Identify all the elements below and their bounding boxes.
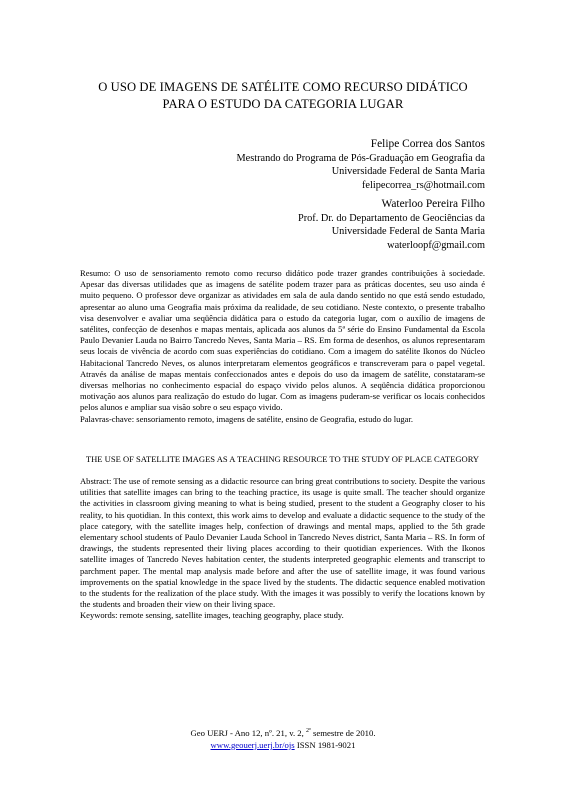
footer-journal: Geo UERJ - Ano 12, nº. 21, v. 2, <box>190 728 304 738</box>
footer-semester-number: 2º <box>306 728 311 735</box>
author-block-2 <box>298 197 485 252</box>
abstract-section <box>80 476 485 622</box>
author-block-1 <box>237 137 485 192</box>
author-email: felipecorrea_rs@hotmail.com <box>362 179 485 191</box>
author-name: Waterloo Pereira Filho <box>381 198 485 210</box>
english-title: THE USE OF SATELLITE IMAGES AS A TEACHING RESOURCE TO THE STUDY OF PLACE CATEGORY <box>85 454 480 464</box>
palavras-chave: Palavras-chave: sensoriamento remoto, imagens de satélite, ensino de Geografia, estudo do lugar. <box>80 413 413 424</box>
footer-link-line <box>120 740 446 752</box>
footer-issn: ISSN 1981-9021 <box>294 739 356 750</box>
abstract-keywords: Keywords: remote sensing, satellite images, teaching geography, place study. <box>80 610 344 621</box>
author-name: Felipe Correa dos Santos <box>370 138 485 150</box>
title-line-1: O USO DE IMAGENS DE SATÉLITE COMO RECURSO DIDÁTICO <box>98 80 468 94</box>
author-affiliation: Universidade Federal de Santa Maria <box>331 166 485 178</box>
paper-title <box>60 79 506 113</box>
author-affiliation: Universidade Federal de Santa Maria <box>331 226 485 238</box>
abstract-text: Abstract: The use of remote sensing as a didactic resource can bring great contributions to society. Despite the various utilities that satellite images can bring to the teaching practice, its usage is quite small. The teacher should organize the activities in classroom giving meaning to what is being studied, present to the student a Geography closer to his reality, to his quotidian. In this context, this work aims to develop and evaluate a didactic sequence to the study of the place category, with the satellite images help, confection of drawings and mental maps, applied to the 5th grade elementary school students of Paulo Devanier Lauda School in Tancredo Neves district, Santa Maria – RS. In form of drawings, the students represented their living places according to their quotidian experiences. With the Ikonos satellite images of Tancredo Neves habitation center, the students interpreted geographic elements and transcript to parchment paper. The mental map analysis made before and after the use of satellite image, it was found various improvements on the spatial knowledge in the space lived by the students. The didactic sequence enabled motivation to the students for the realization of the place study. With the images it was possibly to verify the locations known by the students and broaden their view on their living space. <box>80 476 485 610</box>
journal-link[interactable]: www.geouerj.uerj.br/ojs <box>210 739 295 750</box>
author-email: waterloopf@gmail.com <box>387 239 485 251</box>
resumo-section <box>80 268 485 425</box>
title-line-2: PARA O ESTUDO DA CATEGORIA LUGAR <box>162 97 404 111</box>
footer-journal-line <box>120 728 446 740</box>
resumo-text: Resumo: O uso de sensoriamento remoto como recurso didático pode trazer grandes contribuições à sociedade. Apesar das diversas utilidades que as imagens de satélite podem trazer para as práticas docentes, seu uso ainda é muito pequeno. O professor deve organizar as atividades em sala de aula dando sentido no que está sendo estudado, apresentar ao aluno uma Geografia mais próxima da realidade, de seu cotidiano. Neste contexto, o presente trabalho visa desenvolver e avaliar uma seqüência didática para o estudo da categoria lugar, com o auxílio de imagens de satélites, confecção de desenhos e mapas mentais, aplicada aos alunos da 5ª série do Ensino Fundamental da Escola Paulo Devanier Lauda no Bairro Tancredo Neves, Santa Maria – RS. Em forma de desenhos, os alunos representaram seus locais de vivência de acordo com suas experiências do cotidiano. Com a imagem do satélite Ikonos do Núcleo Habitacional Tancredo Neves, os alunos interpretaram elementos geográficos e transcreveram para o papel vegetal. Através da análise de mapas mentais confeccionados antes e depois do uso da imagem de satélite, constataram-se diversas melhorias no conhecimento espacial do espaço vivido pelos alunos. A seqüência didática proporcionou motivação aos alunos para realização do estudo do lugar. Com as imagens puderam-se verificar os locais conhecidos pelos alunos e ampliar sua visão sobre o seu espaço vivido. <box>80 268 485 413</box>
author-affiliation: Prof. Dr. do Departamento de Geociências da <box>298 213 485 224</box>
page-footer <box>120 728 446 751</box>
footer-semester: semestre de 2010. <box>310 728 376 738</box>
author-affiliation: Mestrando do Programa de Pós-Graduação em Geografia da <box>236 153 485 164</box>
